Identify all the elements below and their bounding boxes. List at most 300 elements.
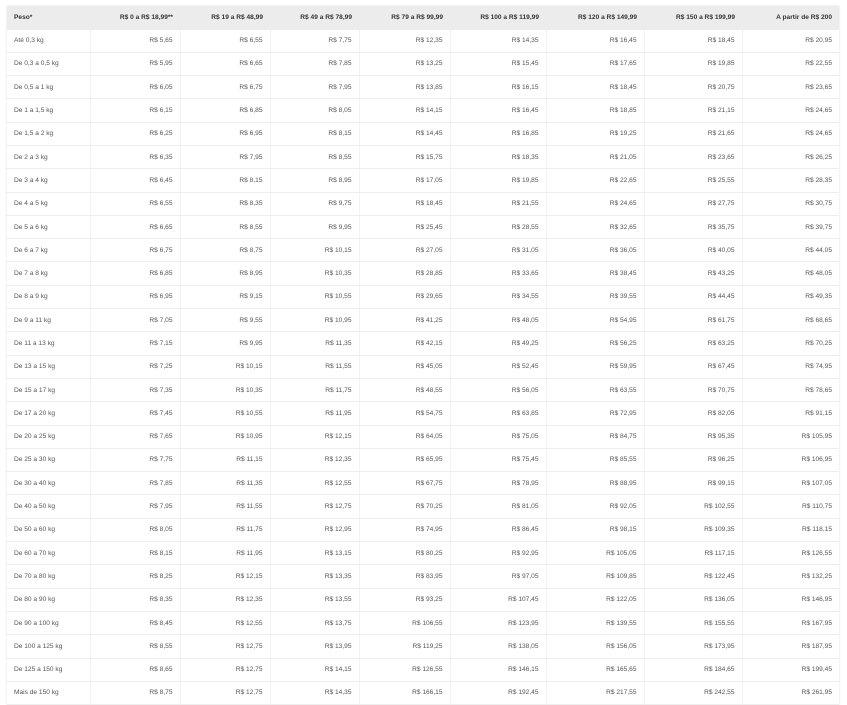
header-price-range: R$ 0 a R$ 18,99** [90,6,180,29]
weight-range-cell: De 20 a 25 kg [7,425,90,448]
price-cell: R$ 64,05 [359,425,450,448]
price-cell: R$ 23,65 [644,145,742,168]
table-row [7,192,839,215]
table-row [7,542,839,565]
price-cell: R$ 106,55 [359,611,450,634]
price-cell: R$ 10,35 [180,378,270,401]
table-row [7,565,839,588]
price-cell: R$ 7,95 [180,145,270,168]
price-cell: R$ 63,25 [644,332,742,355]
price-cell: R$ 48,05 [450,309,546,332]
price-cell: R$ 85,55 [546,448,644,471]
price-cell: R$ 199,45 [742,658,839,681]
price-cell: R$ 12,95 [270,518,359,541]
price-cell: R$ 11,55 [270,355,359,378]
weight-range-cell: De 4 a 5 kg [7,192,90,215]
price-cell: R$ 146,15 [450,658,546,681]
price-cell: R$ 82,05 [644,402,742,425]
price-cell: R$ 67,45 [644,355,742,378]
table-row [7,29,839,52]
price-cell: R$ 102,55 [644,495,742,518]
price-cell: R$ 119,25 [359,635,450,658]
price-cell: R$ 80,25 [359,542,450,565]
price-cell: R$ 13,85 [359,76,450,99]
price-cell: R$ 122,45 [644,565,742,588]
weight-range-cell: De 2 a 3 kg [7,145,90,168]
price-cell: R$ 109,35 [644,518,742,541]
price-cell: R$ 8,15 [180,169,270,192]
price-cell: R$ 78,95 [450,472,546,495]
price-cell: R$ 54,75 [359,402,450,425]
price-cell: R$ 39,75 [742,215,839,238]
weight-range-cell: De 7 a 8 kg [7,262,90,285]
weight-range-cell: De 17 a 20 kg [7,402,90,425]
price-cell: R$ 10,15 [270,239,359,262]
price-cell: R$ 95,35 [644,425,742,448]
price-cell: R$ 110,75 [742,495,839,518]
table-row [7,169,839,192]
price-cell: R$ 184,65 [644,658,742,681]
header-price-range: R$ 100 a R$ 119,99 [450,6,546,29]
price-cell: R$ 11,75 [180,518,270,541]
price-cell: R$ 10,55 [270,285,359,308]
table-row [7,495,839,518]
price-cell: R$ 27,05 [359,239,450,262]
price-cell: R$ 12,75 [180,658,270,681]
price-cell: R$ 10,35 [270,262,359,285]
price-cell: R$ 41,25 [359,309,450,332]
price-cell: R$ 11,35 [180,472,270,495]
weight-range-cell: De 15 a 17 kg [7,378,90,401]
weight-range-cell: De 70 a 80 kg [7,565,90,588]
price-cell: R$ 70,25 [742,332,839,355]
price-cell: R$ 6,45 [90,169,180,192]
price-cell: R$ 12,75 [180,635,270,658]
weight-range-cell: De 60 a 70 kg [7,542,90,565]
price-cell: R$ 6,95 [180,122,270,145]
price-cell: R$ 14,35 [450,29,546,52]
price-cell: R$ 48,55 [359,378,450,401]
price-cell: R$ 28,55 [450,215,546,238]
table-row [7,285,839,308]
price-cell: R$ 42,15 [359,332,450,355]
price-cell: R$ 32,65 [546,215,644,238]
price-cell: R$ 17,65 [546,52,644,75]
price-cell: R$ 7,95 [90,495,180,518]
price-cell: R$ 13,95 [270,635,359,658]
price-cell: R$ 93,25 [359,588,450,611]
table-row [7,76,839,99]
price-cell: R$ 8,25 [90,565,180,588]
price-cell: R$ 18,85 [546,99,644,122]
price-cell: R$ 8,55 [270,145,359,168]
price-cell: R$ 25,55 [644,169,742,192]
price-cell: R$ 261,95 [742,681,839,704]
price-cell: R$ 11,15 [180,448,270,471]
price-cell: R$ 25,45 [359,215,450,238]
price-cell: R$ 13,55 [270,588,359,611]
weight-range-cell: De 1,5 a 2 kg [7,122,90,145]
price-cell: R$ 48,05 [742,262,839,285]
price-cell: R$ 9,95 [180,332,270,355]
price-cell: R$ 6,65 [180,52,270,75]
price-cell: R$ 70,25 [359,495,450,518]
price-cell: R$ 6,25 [90,122,180,145]
price-cell: R$ 7,75 [270,29,359,52]
price-cell: R$ 22,55 [742,52,839,75]
price-cell: R$ 38,45 [546,262,644,285]
price-cell: R$ 44,05 [742,239,839,262]
price-cell: R$ 34,55 [450,285,546,308]
table-row [7,518,839,541]
price-cell: R$ 6,75 [180,76,270,99]
price-cell: R$ 146,95 [742,588,839,611]
price-cell: R$ 117,15 [644,542,742,565]
price-cell: R$ 22,65 [546,169,644,192]
price-cell: R$ 81,05 [450,495,546,518]
price-cell: R$ 75,05 [450,425,546,448]
price-cell: R$ 88,95 [546,472,644,495]
header-price-range: R$ 49 a R$ 78,99 [270,6,359,29]
price-cell: R$ 8,55 [180,215,270,238]
table-header-row [7,6,839,29]
price-cell: R$ 126,55 [359,658,450,681]
price-cell: R$ 44,45 [644,285,742,308]
table-row [7,378,839,401]
weight-range-cell: De 11 a 13 kg [7,332,90,355]
price-cell: R$ 6,95 [90,285,180,308]
price-cell: R$ 63,55 [546,378,644,401]
price-cell: R$ 78,65 [742,378,839,401]
price-cell: R$ 13,75 [270,611,359,634]
shipping-price-table [7,6,839,705]
price-cell: R$ 6,85 [90,262,180,285]
weight-range-cell: De 6 a 7 kg [7,239,90,262]
price-cell: R$ 8,65 [90,658,180,681]
table-row [7,425,839,448]
weight-range-cell: De 100 a 125 kg [7,635,90,658]
price-cell: R$ 166,15 [359,681,450,704]
price-cell: R$ 21,65 [644,122,742,145]
weight-range-cell: De 50 a 60 kg [7,518,90,541]
price-cell: R$ 67,75 [359,472,450,495]
table-row [7,472,839,495]
price-cell: R$ 155,55 [644,611,742,634]
price-cell: R$ 7,05 [90,309,180,332]
table-row [7,122,839,145]
price-cell: R$ 28,35 [742,169,839,192]
price-cell: R$ 21,15 [644,99,742,122]
price-cell: R$ 59,95 [546,355,644,378]
price-cell: R$ 5,95 [90,52,180,75]
price-cell: R$ 9,75 [270,192,359,215]
price-cell: R$ 16,85 [450,122,546,145]
price-cell: R$ 70,75 [644,378,742,401]
price-cell: R$ 16,45 [450,99,546,122]
header-price-range: R$ 150 a R$ 199,99 [644,6,742,29]
price-cell: R$ 10,95 [270,309,359,332]
price-cell: R$ 36,05 [546,239,644,262]
price-cell: R$ 13,15 [270,542,359,565]
price-cell: R$ 56,05 [450,378,546,401]
price-cell: R$ 28,85 [359,262,450,285]
price-cell: R$ 84,75 [546,425,644,448]
price-cell: R$ 7,65 [90,425,180,448]
weight-range-cell: De 3 a 4 kg [7,169,90,192]
price-cell: R$ 52,45 [450,355,546,378]
price-cell: R$ 31,05 [450,239,546,262]
price-cell: R$ 192,45 [450,681,546,704]
table-row [7,611,839,634]
price-cell: R$ 7,45 [90,402,180,425]
price-cell: R$ 20,95 [742,29,839,52]
price-cell: R$ 54,95 [546,309,644,332]
price-cell: R$ 8,15 [90,542,180,565]
price-cell: R$ 11,95 [270,402,359,425]
price-cell: R$ 6,65 [90,215,180,238]
price-cell: R$ 10,55 [180,402,270,425]
price-cell: R$ 14,45 [359,122,450,145]
price-cell: R$ 6,55 [180,29,270,52]
price-cell: R$ 6,15 [90,99,180,122]
weight-range-cell: De 125 a 150 kg [7,658,90,681]
price-cell: R$ 12,75 [180,681,270,704]
price-cell: R$ 35,75 [644,215,742,238]
price-cell: R$ 8,05 [90,518,180,541]
table-row [7,658,839,681]
price-cell: R$ 92,05 [546,495,644,518]
table-row [7,262,839,285]
weight-range-cell: De 90 a 100 kg [7,611,90,634]
price-cell: R$ 11,35 [270,332,359,355]
header-price-range: R$ 19 a R$ 48,99 [180,6,270,29]
price-cell: R$ 43,25 [644,262,742,285]
weight-range-cell: De 0,5 a 1 kg [7,76,90,99]
price-cell: R$ 24,65 [742,122,839,145]
weight-range-cell: De 5 a 6 kg [7,215,90,238]
price-cell: R$ 15,75 [359,145,450,168]
weight-range-cell: De 25 a 30 kg [7,448,90,471]
price-cell: R$ 105,05 [546,542,644,565]
price-cell: R$ 56,25 [546,332,644,355]
price-cell: R$ 68,65 [742,309,839,332]
table-row [7,681,839,704]
price-cell: R$ 74,95 [359,518,450,541]
price-cell: R$ 14,35 [270,681,359,704]
price-cell: R$ 74,95 [742,355,839,378]
price-cell: R$ 21,55 [450,192,546,215]
price-cell: R$ 12,15 [180,565,270,588]
price-cell: R$ 187,95 [742,635,839,658]
price-cell: R$ 126,55 [742,542,839,565]
price-cell: R$ 9,55 [180,309,270,332]
table-row [7,99,839,122]
price-cell: R$ 19,25 [546,122,644,145]
table-row [7,402,839,425]
price-cell: R$ 7,95 [270,76,359,99]
price-cell: R$ 105,95 [742,425,839,448]
price-cell: R$ 9,15 [180,285,270,308]
price-cell: R$ 132,25 [742,565,839,588]
price-cell: R$ 8,95 [270,169,359,192]
price-cell: R$ 16,15 [450,76,546,99]
price-cell: R$ 107,45 [450,588,546,611]
table-row [7,309,839,332]
table-row [7,239,839,262]
price-cell: R$ 99,15 [644,472,742,495]
weight-range-cell: De 0,3 a 0,5 kg [7,52,90,75]
price-cell: R$ 165,65 [546,658,644,681]
price-cell: R$ 10,15 [180,355,270,378]
price-cell: R$ 97,05 [450,565,546,588]
header-price-range: R$ 120 a R$ 149,99 [546,6,644,29]
table-row [7,588,839,611]
price-cell: R$ 123,95 [450,611,546,634]
price-cell: R$ 96,25 [644,448,742,471]
price-cell: R$ 7,75 [90,448,180,471]
price-cell: R$ 6,35 [90,145,180,168]
price-cell: R$ 8,05 [270,99,359,122]
price-cell: R$ 107,05 [742,472,839,495]
table-row [7,355,839,378]
price-cell: R$ 7,85 [270,52,359,75]
price-cell: R$ 26,25 [742,145,839,168]
weight-range-cell: De 13 a 15 kg [7,355,90,378]
price-cell: R$ 7,35 [90,378,180,401]
price-cell: R$ 24,65 [742,99,839,122]
price-cell: R$ 10,95 [180,425,270,448]
price-cell: R$ 49,35 [742,285,839,308]
price-cell: R$ 86,45 [450,518,546,541]
price-cell: R$ 242,55 [644,681,742,704]
price-cell: R$ 12,55 [270,472,359,495]
table-row [7,635,839,658]
price-cell: R$ 8,15 [270,122,359,145]
price-cell: R$ 9,95 [270,215,359,238]
price-cell: R$ 11,55 [180,495,270,518]
weight-range-cell: De 30 a 40 kg [7,472,90,495]
price-cell: R$ 72,95 [546,402,644,425]
price-cell: R$ 12,15 [270,425,359,448]
price-cell: R$ 98,15 [546,518,644,541]
price-cell: R$ 136,05 [644,588,742,611]
price-cell: R$ 8,35 [90,588,180,611]
price-cell: R$ 40,05 [644,239,742,262]
price-cell: R$ 23,65 [742,76,839,99]
price-cell: R$ 61,75 [644,309,742,332]
price-cell: R$ 139,55 [546,611,644,634]
price-cell: R$ 8,75 [180,239,270,262]
price-cell: R$ 11,95 [180,542,270,565]
weight-range-cell: De 80 a 90 kg [7,588,90,611]
price-cell: R$ 14,15 [359,99,450,122]
price-cell: R$ 7,15 [90,332,180,355]
header-weight: Peso* [7,6,90,29]
price-cell: R$ 8,95 [180,262,270,285]
price-cell: R$ 6,05 [90,76,180,99]
price-cell: R$ 8,45 [90,611,180,634]
weight-range-cell: De 1 a 1,5 kg [7,99,90,122]
price-cell: R$ 13,25 [359,52,450,75]
price-cell: R$ 8,35 [180,192,270,215]
price-cell: R$ 16,45 [546,29,644,52]
price-cell: R$ 12,35 [180,588,270,611]
price-cell: R$ 29,65 [359,285,450,308]
price-cell: R$ 138,05 [450,635,546,658]
price-cell: R$ 14,15 [270,658,359,681]
price-cell: R$ 18,45 [359,192,450,215]
price-cell: R$ 15,45 [450,52,546,75]
price-cell: R$ 18,45 [546,76,644,99]
price-cell: R$ 7,25 [90,355,180,378]
price-cell: R$ 20,75 [644,76,742,99]
price-cell: R$ 122,05 [546,588,644,611]
price-cell: R$ 106,95 [742,448,839,471]
price-cell: R$ 92,95 [450,542,546,565]
price-cell: R$ 7,85 [90,472,180,495]
weight-range-cell: De 40 a 50 kg [7,495,90,518]
table-row [7,215,839,238]
header-price-range: R$ 79 a R$ 99,99 [359,6,450,29]
weight-range-cell: De 8 a 9 kg [7,285,90,308]
price-cell: R$ 33,65 [450,262,546,285]
price-cell: R$ 6,85 [180,99,270,122]
price-cell: R$ 18,35 [450,145,546,168]
price-cell: R$ 83,95 [359,565,450,588]
price-cell: R$ 6,75 [90,239,180,262]
price-cell: R$ 18,45 [644,29,742,52]
price-cell: R$ 30,75 [742,192,839,215]
price-cell: R$ 5,65 [90,29,180,52]
price-cell: R$ 217,55 [546,681,644,704]
weight-range-cell: Até 0,3 kg [7,29,90,52]
table-row [7,145,839,168]
price-cell: R$ 6,55 [90,192,180,215]
price-cell: R$ 8,75 [90,681,180,704]
price-cell: R$ 21,05 [546,145,644,168]
table-row [7,332,839,355]
price-cell: R$ 49,25 [450,332,546,355]
price-cell: R$ 109,85 [546,565,644,588]
header-price-range: A partir de R$ 200 [742,6,839,29]
price-cell: R$ 75,45 [450,448,546,471]
price-cell: R$ 13,35 [270,565,359,588]
price-cell: R$ 156,05 [546,635,644,658]
price-cell: R$ 12,35 [359,29,450,52]
weight-range-cell: Mais de 150 kg [7,681,90,704]
price-cell: R$ 19,85 [644,52,742,75]
price-cell: R$ 39,55 [546,285,644,308]
price-cell: R$ 12,55 [180,611,270,634]
price-cell: R$ 17,05 [359,169,450,192]
price-cell: R$ 19,85 [450,169,546,192]
price-cell: R$ 11,75 [270,378,359,401]
price-cell: R$ 91,15 [742,402,839,425]
price-cell: R$ 12,35 [270,448,359,471]
price-cell: R$ 45,05 [359,355,450,378]
price-cell: R$ 63,85 [450,402,546,425]
price-cell: R$ 173,95 [644,635,742,658]
table-row [7,52,839,75]
weight-range-cell: De 9 a 11 kg [7,309,90,332]
price-cell: R$ 167,95 [742,611,839,634]
price-cell: R$ 118,15 [742,518,839,541]
price-cell: R$ 8,55 [90,635,180,658]
price-cell: R$ 27,75 [644,192,742,215]
price-cell: R$ 12,75 [270,495,359,518]
price-cell: R$ 65,95 [359,448,450,471]
price-cell: R$ 24,65 [546,192,644,215]
